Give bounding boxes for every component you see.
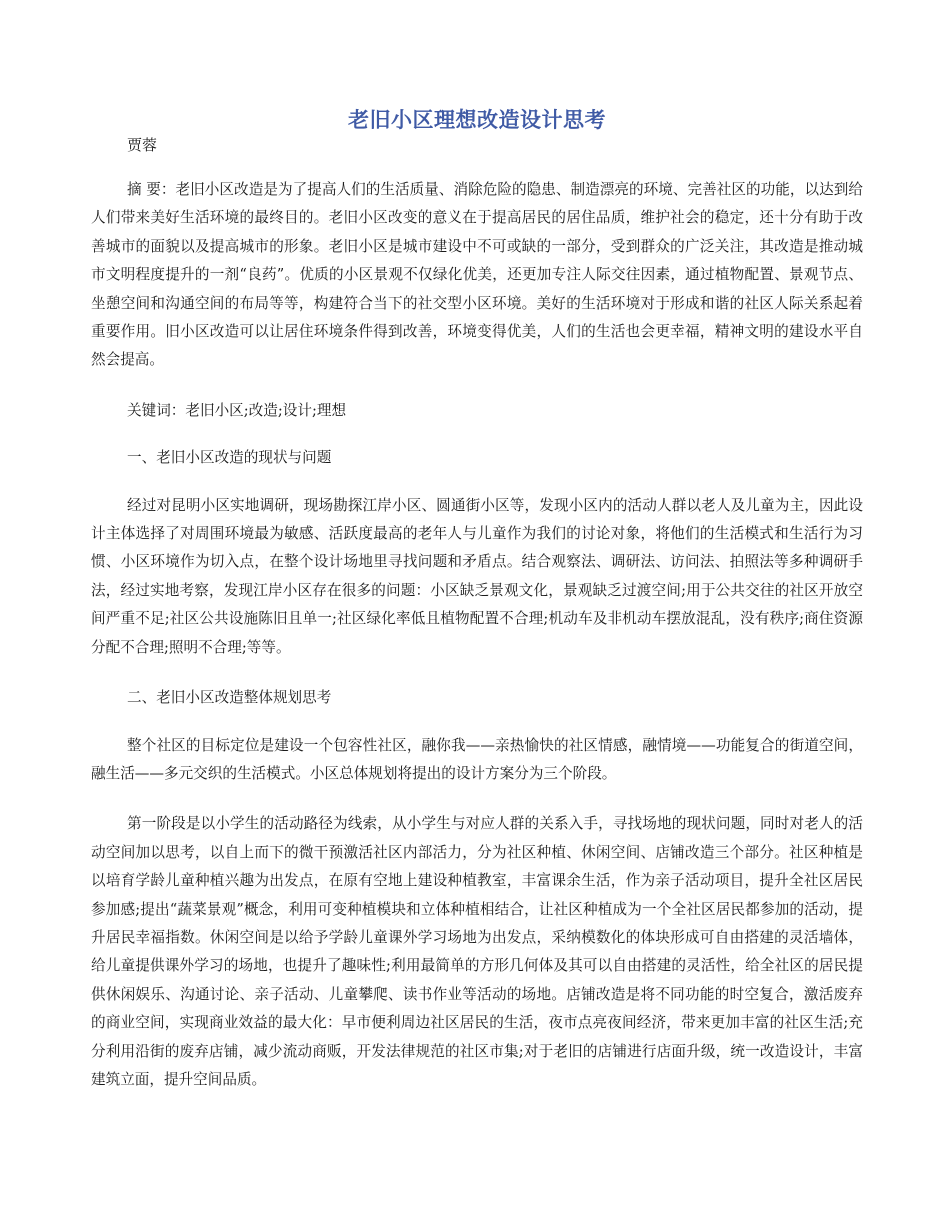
author-name: 贾蓉 — [127, 136, 158, 154]
abstract-paragraph: 摘 要：老旧小区改造是为了提高人们的生活质量、消除危险的隐患、制造漂亮的环境、完善社区的功能，以达到给人们带来美好生活环境的最终目的。老旧小区改变的意义在于提高居民的居住品质，维护社会的稳定，还十分有助于改善城市的面貌以及提高城市的形象。老旧小区是城市建设中不可或缺的一部分，受到群众的广泛关注，其改造是推动城市文明程度提升的一剂“良药”。优质的小区景观不仅绿化优美，还更加专注人际交往因素，通过植物配置、景观节点、坐憩空间和沟通空间的布局等等，构建符合当下的社交型小区环境。美好的生活环境对于形成和谐的社区人际关系起着重要作用。旧小区改造可以让居住环境条件得到改善，环境变得优美，人们的生活也会更幸福，精神文明的建设水平自然会提高。 — [91, 181, 863, 369]
section-1-paragraph: 经过对昆明小区实地调研，现场勘探江岸小区、圆通街小区等，发现小区内的活动人群以老人及儿童为主，因此设计主体选择了对周围环境最为敏感、活跃度最高的老年人与儿童作为我们的讨论对象，将他们的生活模式和生活行为习惯、小区环境作为切入点，在整个设计场地里寻找问题和矛盾点。结合观察法、调研法、访问法、拍照法等多种调研手法，经过实地考察，发现江岸小区存在很多的问题：小区缺乏景观文化，景观缺乏过渡空间;用于公共交往的社区开放空间严重不足;社区公共设施陈旧且单一;社区绿化率低且植物配置不合理;机动车及非机动车摆放混乱，没有秩序;商住资源分配不合理;照明不合理;等等。 — [91, 496, 863, 656]
section-2-paragraph-2: 第一阶段是以小学生的活动路径为线索，从小学生与对应人群的关系入手，寻找场地的现状问题，同时对老人的活动空间加以思考，以自上而下的微干预激活社区内部活力，分为社区种植、休闲空间、店铺改造三个部分。社区种植是以培育学龄儿童种植兴趣为出发点，在原有空地上建设种植教室，丰富课余生活，作为亲子活动项目，提升全社区居民参加感;提出“蔬菜景观”概念，利用可变种植模块和立体种植相结合，让社区种植成为一个全社区居民都参加的活动，提升居民幸福指数。休闲空间是以给予学龄儿童课外学习场地为出发点，采纳模数化的体块形成可自由搭建的灵活墙体，给儿童提供课外学习的场地，也提升了趣味性;利用最简单的方形几何体及其可以自由搭建的灵活性，给全社区的居民提供休闲娱乐、沟通讨论、亲子活动、儿童攀爬、读书作业等活动的场地。店铺改造是将不同功能的时空复合，激活废弃的商业空间，实现商业效益的最大化：早市便利周边社区居民的生活，夜市点亮夜间经济，带来更加丰富的社区生活;充分利用沿街的废弃店铺，减少流动商贩，开发法律规范的社区市集;对于老旧的店铺进行店面升级，统一改造设计，丰富建筑立面，提升空间品质。 — [91, 815, 863, 1088]
section-2-paragraph-1: 整个社区的目标定位是建设一个包容性社区，融你我——亲热愉快的社区情感，融情境——功能复合的街道空间，融生活——多元交织的生活模式。小区总体规划将提出的设计方案分为三个阶段。 — [91, 736, 863, 782]
document-title: 老旧小区理想改造设计思考 — [348, 107, 606, 132]
document-body — [91, 176, 863, 1116]
keywords-line: 关键词：老旧小区;改造;设计;理想 — [127, 401, 347, 419]
section-heading-2: 二、老旧小区改造整体规划思考 — [127, 689, 332, 707]
section-heading-1: 一、老旧小区改造的现状与问题 — [127, 449, 332, 467]
